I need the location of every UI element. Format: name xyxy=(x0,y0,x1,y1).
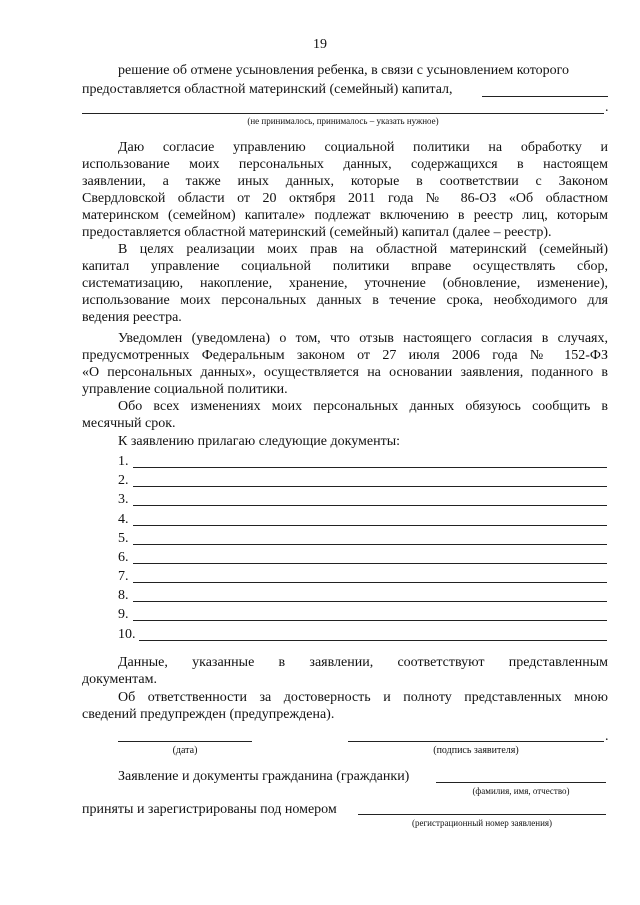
registration-number-caption: (регистрационный номер заявления) xyxy=(411,818,553,828)
document-field-7[interactable] xyxy=(133,582,607,583)
date-caption: (дата) xyxy=(172,745,198,756)
consent-p3-line-3: «О персональных данных», осуществляется на основании заявления, поданного в xyxy=(82,365,608,380)
closing-p1-line-1: Данные, указанные в заявлении, соответствуют представленным xyxy=(118,655,608,670)
applicant-name-field[interactable] xyxy=(436,782,606,783)
consent-p4-line-2: месячный срок. xyxy=(82,416,176,431)
closing-p2-line-2: сведений предупрежден (предупреждена). xyxy=(82,707,335,722)
consent-p2-line-4: использование моих персональных данных в течение срока, необходимого для xyxy=(82,293,608,308)
document-number: 4. xyxy=(118,512,129,527)
date-field[interactable] xyxy=(118,741,252,742)
consent-p4-line-1: Обо всех изменениях моих персональных данных обязуюсь сообщить в xyxy=(118,399,608,414)
document-number: 7. xyxy=(118,569,129,584)
consent-p2-line-5: ведения реестра. xyxy=(82,310,182,325)
document-number: 10. xyxy=(118,627,136,642)
document-field-4[interactable] xyxy=(133,525,607,526)
document-number: 5. xyxy=(118,531,129,546)
consent-p1-line-2: использование моих персональных данных, содержащихся в настоящем xyxy=(82,157,608,172)
signature-period: . xyxy=(605,729,609,744)
decision-caption: (не принималось, принималось – указать нужное) xyxy=(247,116,439,126)
consent-p1-line-6: предоставляется областной материнский (семейный) капитал (далее – реестр). xyxy=(82,225,552,240)
page-number: 19 xyxy=(313,37,327,52)
closing-p1-line-2: документам. xyxy=(82,672,157,687)
decision-period: . xyxy=(605,100,609,115)
signature-field[interactable] xyxy=(348,741,604,742)
consent-p3-line-1: Уведомлен (уведомлена) о том, что отзыв настоящего согласия в случаях, xyxy=(118,331,608,346)
document-field-6[interactable] xyxy=(133,563,607,564)
document-number: 2. xyxy=(118,473,129,488)
consent-p1-line-4: Свердловской области от 20 октября 2011 года № 86-ОЗ «Об областном xyxy=(82,191,608,206)
intro-line-2: предоставляется областной материнский (семейный) капитал, xyxy=(82,82,453,97)
intro-line-1: решение об отмене усыновления ребенка, в связи с усыновлением которого xyxy=(118,63,570,78)
document-number: 9. xyxy=(118,607,129,622)
document-field-10[interactable] xyxy=(139,640,607,641)
consent-p2-line-3: систематизацию, накопление, хранение, уточнение (обновление, изменение), xyxy=(82,276,608,291)
documents-heading: К заявлению прилагаю следующие документы: xyxy=(118,434,401,449)
registration-line-2: приняты и зарегистрированы под номером xyxy=(82,802,337,817)
consent-p2-line-1: В целях реализации моих прав на областной материнский (семейный) xyxy=(118,242,608,257)
closing-p2-line-1: Об ответственности за достоверность и полноту представленных мною xyxy=(118,690,608,705)
signature-caption: (подпись заявителя) xyxy=(433,745,519,756)
document-field-3[interactable] xyxy=(133,505,607,506)
document-number: 3. xyxy=(118,492,129,507)
registration-number-field[interactable] xyxy=(358,814,606,815)
document-field-8[interactable] xyxy=(133,601,607,602)
consent-p1-line-5: материнском (семейном) капитале» подлежат включению в реестр лиц, которым xyxy=(82,208,608,223)
applicant-name-caption: (фамилия, имя, отчество) xyxy=(472,786,570,796)
document-number: 6. xyxy=(118,550,129,565)
consent-p2-line-2: капитал управление социальной политики вправе осуществлять сбор, xyxy=(82,259,608,274)
registration-line-1: Заявление и документы гражданина (гражданки) xyxy=(118,769,410,784)
document-number: 1. xyxy=(118,454,129,469)
decision-blank-long[interactable] xyxy=(82,113,604,114)
document-field-9[interactable] xyxy=(133,620,607,621)
consent-p1-line-3: заявлении, а также иных данных, которые в соответствии с Законом xyxy=(82,174,608,189)
document-field-1[interactable] xyxy=(133,467,607,468)
consent-p3-line-4: управление социальной политики. xyxy=(82,382,288,397)
document-number: 8. xyxy=(118,588,129,603)
consent-p3-line-2: предусмотренных Федеральным законом от 27 июля 2006 года № 152-ФЗ xyxy=(82,348,608,363)
document-field-2[interactable] xyxy=(133,486,607,487)
consent-p1-line-1: Даю согласие управлению социальной политики на обработку и xyxy=(118,140,608,155)
document-field-5[interactable] xyxy=(133,544,607,545)
decision-blank-short[interactable] xyxy=(482,96,608,97)
